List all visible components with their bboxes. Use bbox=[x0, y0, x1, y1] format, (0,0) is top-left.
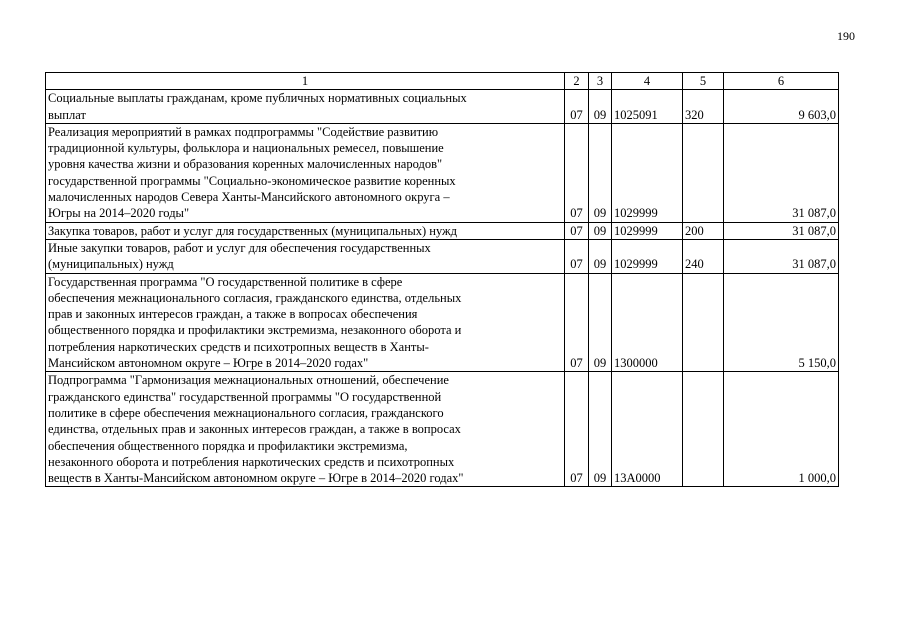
row-expense-type bbox=[683, 273, 724, 372]
description-line: уровня качества жизни и образования коренных малочисленных народов" bbox=[48, 157, 443, 172]
header-cell-section: 2 bbox=[565, 73, 589, 90]
row-target-article: 13А0000 bbox=[612, 372, 683, 487]
description-line: выплат bbox=[48, 107, 86, 122]
description-line: единства, отдельных прав и законных интересов граждан, а также в вопросах bbox=[48, 422, 461, 437]
row-expense-type: 320 bbox=[683, 90, 724, 124]
table-row bbox=[46, 222, 839, 239]
row-subsection: 09 bbox=[589, 123, 612, 222]
header-cell-subsection: 3 bbox=[589, 73, 612, 90]
description-line: обеспечения общественного порядка и профилактики экстремизма, bbox=[48, 438, 408, 453]
row-amount: 31 087,0 bbox=[724, 222, 839, 239]
row-subsection: 09 bbox=[589, 90, 612, 124]
row-target-article: 1025091 bbox=[612, 90, 683, 124]
row-section: 07 bbox=[565, 372, 589, 487]
description-line: Иные закупки товаров, работ и услуг для обеспечения государственных bbox=[48, 240, 431, 255]
row-expense-type bbox=[683, 372, 724, 487]
row-amount: 1 000,0 bbox=[724, 372, 839, 487]
row-description bbox=[46, 273, 565, 372]
header-cell-amount: 6 bbox=[724, 73, 839, 90]
description-line: Социальные выплаты гражданам, кроме публичных нормативных социальных bbox=[48, 91, 467, 106]
table-header-row bbox=[46, 73, 839, 90]
row-subsection: 09 bbox=[589, 222, 612, 239]
row-expense-type: 200 bbox=[683, 222, 724, 239]
table-row bbox=[46, 273, 839, 372]
description-line: веществ в Ханты-Мансийском автономном округе – Югре в 2014–2020 годах" bbox=[48, 471, 464, 486]
row-section: 07 bbox=[565, 273, 589, 372]
description-line: государственной программы "Социально-экономическое развитие коренных bbox=[48, 173, 456, 188]
table-row bbox=[46, 123, 839, 222]
table-row bbox=[46, 90, 839, 124]
row-target-article: 1300000 bbox=[612, 273, 683, 372]
table-row bbox=[46, 372, 839, 487]
header-cell-description: 1 bbox=[46, 73, 565, 90]
description-line: потребления наркотических средств и психотропных веществ в Ханты- bbox=[48, 339, 429, 354]
row-amount: 9 603,0 bbox=[724, 90, 839, 124]
header-cell-expense-type: 5 bbox=[683, 73, 724, 90]
row-subsection: 09 bbox=[589, 372, 612, 487]
row-description bbox=[46, 222, 565, 239]
description-line: гражданского единства" государственной программы "О государственной bbox=[48, 389, 442, 404]
row-amount: 31 087,0 bbox=[724, 239, 839, 273]
row-description bbox=[46, 239, 565, 273]
description-line: незаконного оборота и потребления наркотических средств и психотропных bbox=[48, 454, 455, 469]
table-row bbox=[46, 239, 839, 273]
row-subsection: 09 bbox=[589, 239, 612, 273]
description-line: обеспечения межнационального согласия, гражданского единства, отдельных bbox=[48, 290, 462, 305]
row-section: 07 bbox=[565, 239, 589, 273]
description-line: прав и законных интересов граждан, а также в вопросах обеспечения bbox=[48, 307, 418, 322]
row-section: 07 bbox=[565, 123, 589, 222]
row-amount: 5 150,0 bbox=[724, 273, 839, 372]
header-cell-target-article: 4 bbox=[612, 73, 683, 90]
description-line: Мансийском автономном округе – Югре в 2014–2020 годах" bbox=[48, 356, 369, 371]
row-target-article: 1029999 bbox=[612, 222, 683, 239]
description-line: малочисленных народов Севера Ханты-Мансийского автономного округа – bbox=[48, 190, 450, 205]
row-section: 07 bbox=[565, 222, 589, 239]
row-subsection: 09 bbox=[589, 273, 612, 372]
description-line: Закупка товаров, работ и услуг для государственных (муниципальных) нужд bbox=[48, 223, 458, 238]
description-line: традиционной культуры, фольклора и национальных ремесел, повышение bbox=[48, 141, 444, 156]
row-expense-type: 240 bbox=[683, 239, 724, 273]
row-expense-type bbox=[683, 123, 724, 222]
page-number: 190 bbox=[837, 29, 855, 43]
row-amount: 31 087,0 bbox=[724, 123, 839, 222]
row-section: 07 bbox=[565, 90, 589, 124]
row-description bbox=[46, 90, 565, 124]
description-line: Государственная программа "О государственной политике в сфере bbox=[48, 274, 403, 289]
row-target-article: 1029999 bbox=[612, 123, 683, 222]
description-line: общественного порядка и профилактики экстремизма, незаконного оборота и bbox=[48, 323, 462, 338]
description-line: Реализация мероприятий в рамках подпрограммы "Содействие развитию bbox=[48, 124, 439, 139]
budget-table bbox=[45, 72, 839, 487]
description-line: (муниципальных) нужд bbox=[48, 257, 174, 272]
row-description bbox=[46, 372, 565, 487]
description-line: политике в сфере обеспечения межнационального согласия, гражданского bbox=[48, 405, 444, 420]
description-line: Подпрограмма "Гармонизация межнациональных отношений, обеспечение bbox=[48, 373, 449, 388]
row-target-article: 1029999 bbox=[612, 239, 683, 273]
row-description bbox=[46, 123, 565, 222]
description-line: Югры на 2014–2020 годы" bbox=[48, 206, 190, 221]
